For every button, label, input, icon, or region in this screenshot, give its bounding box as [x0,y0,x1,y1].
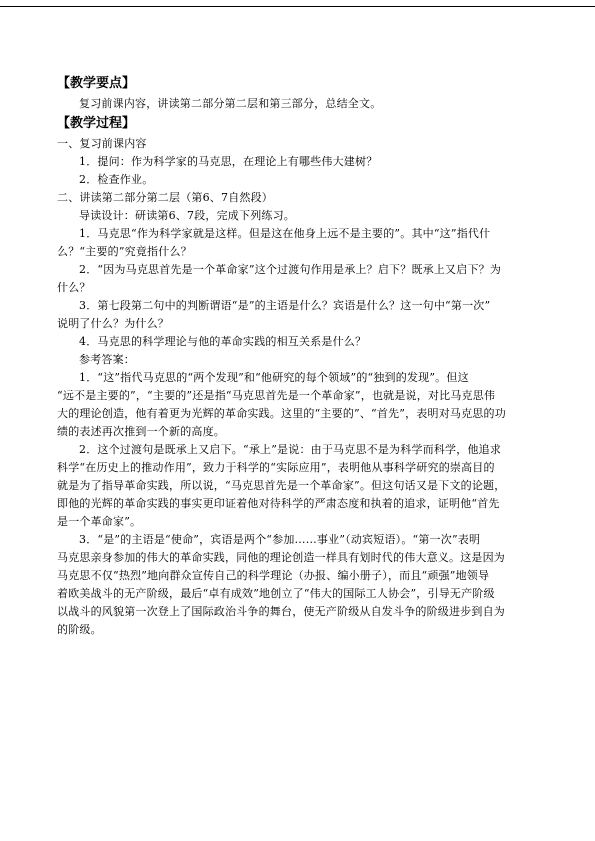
paragraph-line: 2．这个过渡句是既承上又启下。“承上”是说：由于马克思不是为科学而科学，他追求 [79,443,502,456]
paragraph-line: 2．“因为马克思首先是一个革命家”这个过渡句作用是承上？启下？既承上又启下？为 [79,263,502,276]
paragraph-line: 就是为了指导革命实践，所以说，“马克思首先是一个革命家”。但这句话又是下文的论题， [57,479,506,492]
paragraph-line: 1．马克思“作为科学家就是这样。但是这在他身上远不是主要的”。其中“这”指代什 [79,227,491,240]
section-two-title: 二、讲读第二部分第二层（第6、7自然段） [57,191,273,204]
paragraph-line: 即他的光辉的革命实践的事实更印证着他对待科学的严肃态度和执着的追求，证明他“首先 [57,497,500,510]
process-heading: 【教学过程】 [57,116,136,131]
paragraph-line: 马克思亲身参加的伟大的革命实践，同他的理论创造一样具有划时代的伟大意义。这是因为 [57,551,505,564]
paragraph-line: 说明了什么？为什么？ [57,317,169,330]
reference-answers-label: 参考答案： [79,353,135,366]
document-body [57,73,541,639]
key-points-text: 复习前课内容，讲读第二部分第二层和第三部分，总结全文。 [79,97,382,110]
paragraph-line: 马克思不仅“热烈”地向群众宣传自己的科学理论（办报、编小册子），而且“顽强”地领导 [57,569,490,582]
section-one-title: 一、复习前课内容 [57,137,147,150]
paragraph-line: 导读设计：研读第6、7段，完成下列练习。 [79,209,295,222]
paragraph-line: 是一个革命家”。 [57,515,142,528]
header-rule [0,6,595,7]
key-points-heading: 【教学要点】 [57,76,136,91]
paragraph-line: 3．“是”的主语是“使命”，宾语是两个“参加……事业”（动宾短语）。“第一次”表明 [79,533,481,546]
paragraph-line: 1．“这”指代马克思的“两个发现”和“他研究的每个领域”的“独到的发现”。但这 [79,371,469,384]
paragraph-line: 3．第七段第二句中的判断谓语“是”的主语是什么？宾语是什么？这一句中“第一次” [79,299,491,312]
paragraph-line: 以战斗的风貌第一次登上了国际政治斗争的舞台，使无产阶级从自发斗争的阶级进步到自为 [57,605,505,618]
paragraph-line: 4．马克思的科学理论与他的革命实践的相互关系是什么？ [79,335,367,348]
paragraph-line: 么？“主要的”究竟指什么？ [57,245,192,258]
paragraph-line: 1．提问：作为科学家的马克思，在理论上有哪些伟大建树？ [79,155,378,168]
paragraph-line: 科学“在历史上的推动作用”，致力于科学的“实际应用”，表明他从事科学研究的崇高目的 [57,461,495,474]
paragraph-line: 的阶级。 [57,623,102,636]
paragraph-line: “远不是主要的”，“主要的”还是指“马克思首先是一个革命家”，也就是说，对比马克思伟 [57,389,496,402]
paragraph-line: 大的理论创造，他有着更为光辉的革命实践。这里的“主要的”、“首先”，表明对马克思的功 [57,407,506,420]
paragraph-line: 绩的表述再次推到一个新的高度。 [57,425,225,438]
paragraph-line: 什么？ [57,281,91,294]
paragraph-line: 2．检查作业。 [79,173,154,186]
paragraph-line: 着欧美战斗的无产阶级，最后“卓有成效”地创立了“伟大的国际工人协会”，引导无产阶级 [57,587,495,600]
